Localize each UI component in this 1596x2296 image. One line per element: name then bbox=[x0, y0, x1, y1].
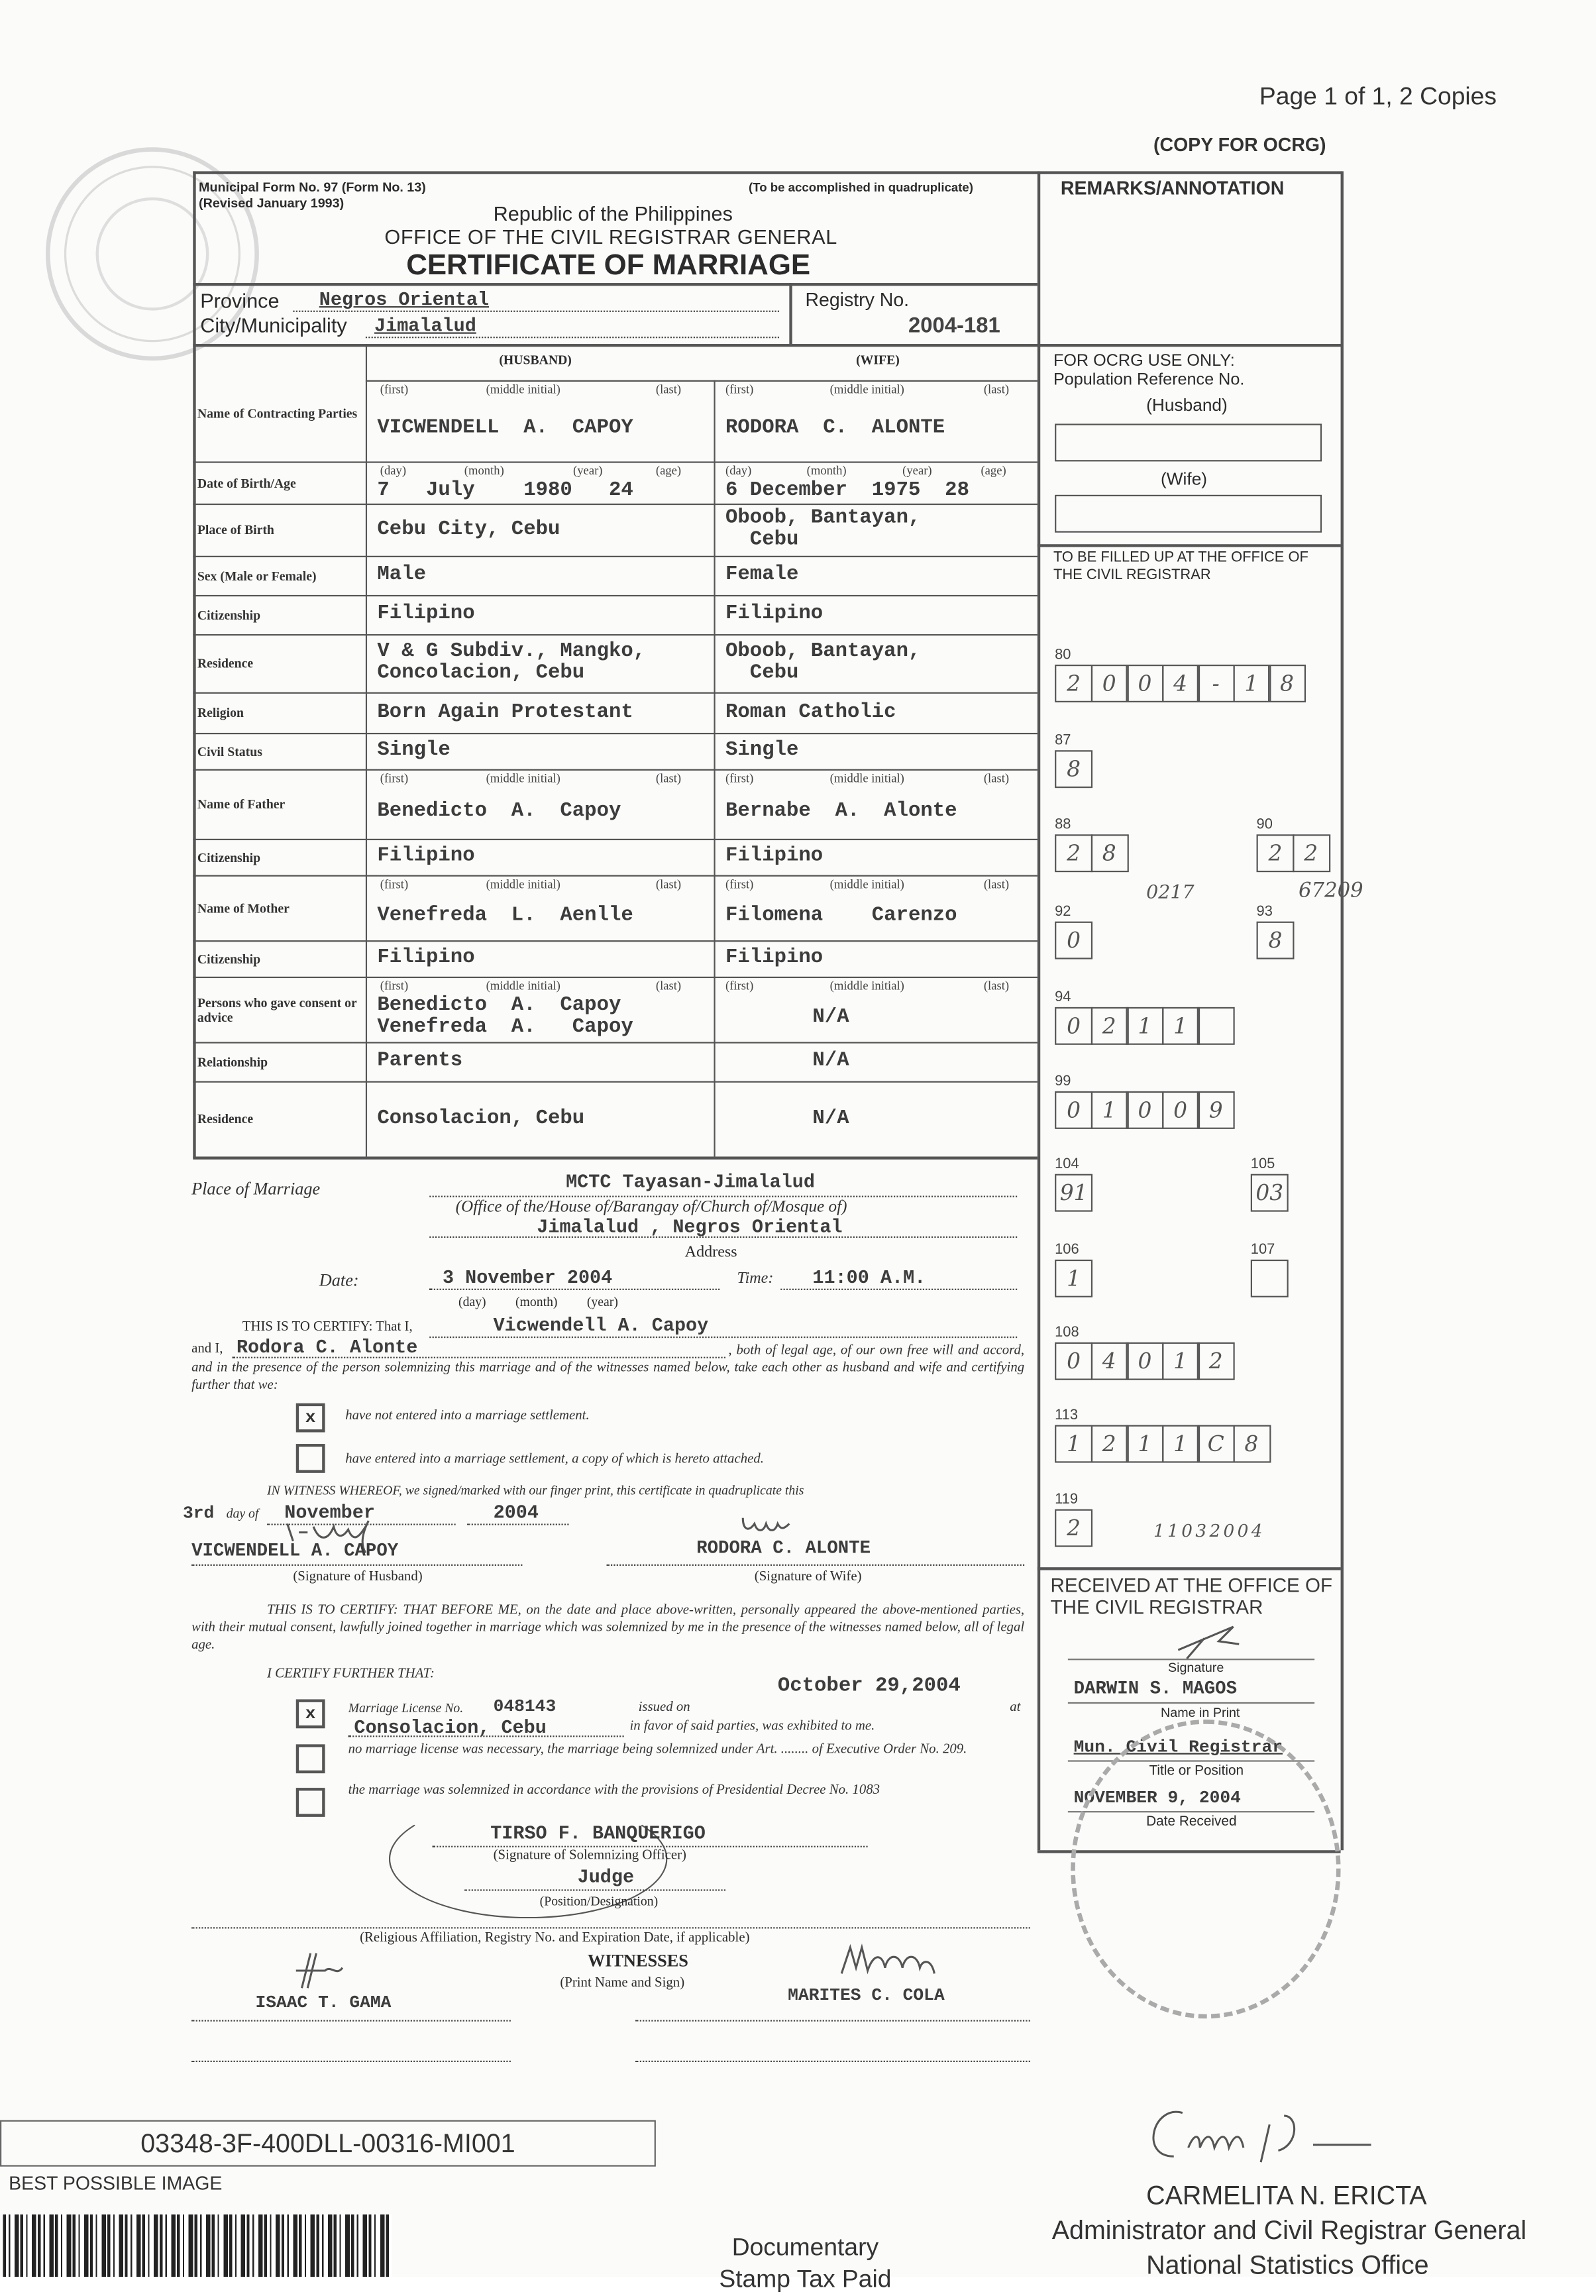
no-license-checkbox[interactable] bbox=[296, 1744, 325, 1773]
city-label: City/Municipality bbox=[200, 313, 347, 337]
column-sublabel: (first) bbox=[725, 876, 754, 891]
column-sublabel: (first) bbox=[725, 978, 754, 993]
code-cell[interactable]: 1 bbox=[1232, 665, 1270, 702]
license-number: 048143 bbox=[493, 1696, 557, 1717]
population-ref-label: Population Reference No. bbox=[1053, 371, 1245, 389]
marriage-time: 11:00 A.M. bbox=[812, 1266, 926, 1289]
office-label: OFFICE OF THE CIVIL REGISTRAR GENERAL bbox=[384, 225, 837, 248]
row-label: Civil Status bbox=[197, 743, 262, 759]
certify-wife: Rodora C. Alonte bbox=[236, 1336, 418, 1358]
code-field-119[interactable] bbox=[1055, 1509, 1091, 1547]
code-cell[interactable]: C bbox=[1197, 1425, 1235, 1463]
code-cell[interactable]: 03 bbox=[1251, 1174, 1289, 1212]
label-column-divider bbox=[366, 344, 367, 1156]
license-place: Consolacion, Cebu bbox=[354, 1716, 547, 1739]
ocrg-title: FOR OCRG USE ONLY: bbox=[1053, 353, 1235, 370]
code-cell[interactable]: 91 bbox=[1055, 1174, 1092, 1212]
document-title: CERTIFICATE OF MARRIAGE bbox=[406, 249, 811, 282]
column-sublabel: (first) bbox=[380, 876, 409, 891]
code-field-88[interactable] bbox=[1055, 834, 1126, 872]
settlement-label: have entered into a marriage settlement, a copy of which is hereto attached. bbox=[345, 1452, 764, 1468]
no-settlement-checkbox[interactable]: x bbox=[296, 1403, 325, 1433]
ocrg-use-label bbox=[1053, 353, 1244, 390]
row-divider bbox=[193, 692, 1037, 694]
column-sublabel: (last) bbox=[983, 770, 1010, 785]
row-divider bbox=[193, 504, 1037, 505]
row-label: Sex (Male or Female) bbox=[197, 568, 317, 583]
wife-value: Oboob, Bantayan, Cebu bbox=[725, 639, 921, 685]
signing-year: 2004 bbox=[493, 1502, 539, 1524]
handwritten-note-1: 0217 bbox=[1146, 882, 1195, 904]
registrar-title: Mun. Civil Registrar bbox=[1073, 1737, 1283, 1758]
code-field-92[interactable] bbox=[1055, 922, 1091, 959]
position-label: (Position/Designation) bbox=[539, 1893, 659, 1908]
license-prefix: Marriage License No. bbox=[348, 1700, 464, 1716]
column-sublabel: (last) bbox=[655, 876, 682, 891]
code-field-107[interactable] bbox=[1251, 1260, 1287, 1297]
code-cell[interactable]: 2 bbox=[1292, 834, 1330, 872]
received-header: RECEIVED AT THE OFFICE OF THE CIVIL REGISTRAR bbox=[1050, 1574, 1333, 1618]
solemnizer-text: THIS IS TO CERTIFY: THAT BEFORE ME, on the date and place above-written, personally appeared the above-mentioned parties, with their mutual consent, lawfully joined together in marriage which was solemnized by me in the presence of the witnesses named below, all of legal age. bbox=[191, 1603, 1025, 1653]
no-settlement-label: have not entered into a marriage settlement. bbox=[345, 1409, 590, 1424]
row-label: Citizenship bbox=[197, 849, 261, 865]
code-number-99: 99 bbox=[1055, 1073, 1071, 1090]
code-cell[interactable] bbox=[1251, 1260, 1289, 1297]
certify-intro: THIS IS TO CERTIFY: That I, bbox=[242, 1320, 413, 1335]
row-divider bbox=[193, 1042, 1037, 1043]
code-cell[interactable]: 0 bbox=[1161, 1091, 1199, 1129]
code-number-93: 93 bbox=[1256, 904, 1273, 920]
column-sublabel: (first) bbox=[380, 381, 409, 396]
time-label: Time: bbox=[737, 1270, 774, 1287]
page-count: Page 1 of 1, 2 Copies bbox=[1259, 82, 1497, 111]
header-divider bbox=[366, 380, 1037, 382]
row-label: Relationship bbox=[197, 1054, 268, 1069]
at-label: at bbox=[1010, 1700, 1021, 1716]
place-hint: (Office of the/House of/Barangay of/Church of/Mosque of) bbox=[455, 1198, 847, 1217]
column-sublabel: (middle initial) bbox=[829, 876, 904, 891]
code-number-94: 94 bbox=[1055, 989, 1071, 1006]
day-of-label: day of bbox=[226, 1506, 259, 1521]
wife-value: Filipino bbox=[725, 602, 824, 626]
column-sublabel: (day) bbox=[380, 463, 407, 478]
code-cell[interactable]: - bbox=[1197, 665, 1235, 702]
column-sublabel: (month) bbox=[806, 463, 847, 478]
code-number-113: 113 bbox=[1055, 1407, 1079, 1424]
code-number-87: 87 bbox=[1055, 732, 1071, 749]
row-divider bbox=[193, 595, 1037, 596]
husband-value: Venefreda L. Aenlle bbox=[377, 903, 633, 927]
column-sublabel: (last) bbox=[983, 381, 1010, 396]
column-sublabel: (middle initial) bbox=[486, 876, 560, 891]
code-field-99[interactable] bbox=[1055, 1091, 1232, 1129]
certify-further-label: I CERTIFY FURTHER THAT: bbox=[266, 1667, 435, 1682]
row-label: Citizenship bbox=[197, 951, 261, 966]
republic-label: Republic of the Philippines bbox=[493, 201, 733, 225]
place-of-marriage-label: Place of Marriage bbox=[191, 1178, 321, 1199]
code-number-107: 107 bbox=[1250, 1242, 1275, 1258]
nso-office-label: National Statistics Office bbox=[1146, 2250, 1429, 2280]
row-divider bbox=[193, 940, 1037, 942]
code-number-119: 119 bbox=[1055, 1492, 1079, 1508]
province-label: Province bbox=[200, 288, 280, 312]
code-cell[interactable]: 0 bbox=[1055, 1342, 1092, 1380]
column-sublabel: (first) bbox=[725, 770, 754, 785]
column-sublabel: (age) bbox=[981, 463, 1006, 478]
wife-value: Filipino bbox=[725, 946, 824, 969]
code-cell[interactable]: 2 bbox=[1055, 1509, 1092, 1547]
witnesses-hint: (Print Name and Sign) bbox=[560, 1976, 685, 1991]
column-sublabel: (middle initial) bbox=[829, 978, 904, 993]
husband-signature-label: (Signature of Husband) bbox=[293, 1570, 423, 1585]
wife-value: Filipino bbox=[725, 844, 824, 868]
column-sublabel: (last) bbox=[655, 381, 682, 396]
code-cell[interactable]: 1 bbox=[1126, 1007, 1163, 1045]
code-number-105: 105 bbox=[1250, 1156, 1275, 1173]
settlement-checkbox[interactable] bbox=[296, 1444, 325, 1473]
code-cell[interactable]: 2 bbox=[1091, 1007, 1128, 1045]
wife-value: Bernabe A. Alonte bbox=[725, 799, 957, 823]
code-cell[interactable]: 0 bbox=[1055, 1091, 1092, 1129]
code-number-90: 90 bbox=[1256, 816, 1273, 834]
code-cell[interactable]: 1 bbox=[1091, 1091, 1128, 1129]
remarks-header: REMARKS/ANNOTATION bbox=[1060, 177, 1285, 199]
code-field-104[interactable] bbox=[1055, 1174, 1091, 1212]
code-cell[interactable]: 8 bbox=[1091, 834, 1128, 872]
husband-ref-label: (Husband) bbox=[1146, 394, 1228, 415]
code-cell[interactable]: 1 bbox=[1126, 1425, 1163, 1463]
husband-value: Filipino bbox=[377, 602, 475, 626]
column-sublabel: (middle initial) bbox=[829, 770, 904, 785]
witness2-signature-icon bbox=[839, 1945, 955, 1977]
code-cell[interactable]: 8 bbox=[1257, 922, 1295, 959]
issued-on-label: issued on bbox=[638, 1700, 690, 1716]
document-code: 03348-3F-400DLL-00316-MI001 bbox=[0, 2120, 656, 2167]
wife-value: Female bbox=[725, 563, 799, 586]
row-divider bbox=[193, 556, 1037, 557]
handwritten-note-3: 11032004 bbox=[1153, 1521, 1265, 1541]
municipal-seal-stamp-icon bbox=[1071, 1720, 1340, 2018]
registry-label: Registry No. bbox=[805, 288, 910, 311]
column-sublabel: (middle initial) bbox=[829, 381, 904, 396]
husband-value: Consolacion, Cebu bbox=[377, 1106, 585, 1130]
husband-name: VICWENDELL A. CAPOY bbox=[191, 1541, 399, 1562]
wife-value: Single bbox=[725, 738, 799, 762]
husband-value: Filipino bbox=[377, 844, 475, 868]
code-cell[interactable] bbox=[1197, 1007, 1235, 1045]
code-cell[interactable]: 0 bbox=[1126, 1091, 1163, 1129]
code-cell[interactable]: 0 bbox=[1126, 665, 1163, 702]
province-value: Negros Oriental bbox=[319, 288, 490, 311]
column-sublabel: (last) bbox=[655, 770, 682, 785]
code-field-93[interactable] bbox=[1257, 922, 1293, 959]
code-cell[interactable]: 0 bbox=[1055, 922, 1092, 959]
city-value: Jimalalud bbox=[374, 315, 476, 337]
wife-ref-field[interactable] bbox=[1055, 495, 1322, 533]
spouse-column-divider bbox=[714, 380, 715, 1157]
quadruplicate-note: (To be accomplished in quadruplicate) bbox=[749, 180, 973, 195]
row-divider bbox=[193, 769, 1037, 771]
wife-value: 6 December 1975 28 bbox=[725, 478, 969, 502]
administrator-signature-icon bbox=[1139, 2105, 1429, 2168]
column-sublabel: (month) bbox=[464, 463, 504, 478]
witness2-name: MARITES C. COLA bbox=[788, 1985, 945, 2006]
code-number-92: 92 bbox=[1055, 904, 1071, 920]
row-label: Place of Birth bbox=[197, 522, 274, 537]
code-field-106[interactable] bbox=[1055, 1260, 1091, 1297]
code-cell[interactable]: 2 bbox=[1055, 665, 1092, 702]
wife-value: N/A bbox=[812, 1005, 849, 1028]
wife-signature-icon bbox=[740, 1515, 798, 1535]
code-field-108[interactable] bbox=[1055, 1342, 1232, 1380]
row-label: Persons who gave consent or advice bbox=[197, 995, 357, 1024]
copy-for-label: (COPY FOR OCRG) bbox=[1153, 133, 1326, 156]
code-cell[interactable]: 0 bbox=[1091, 665, 1128, 702]
code-cell[interactable]: 8 bbox=[1055, 750, 1092, 788]
code-cell[interactable]: 0 bbox=[1055, 1007, 1092, 1045]
marriage-date: 3 November 2004 bbox=[442, 1266, 613, 1289]
signing-month: November bbox=[284, 1502, 375, 1524]
code-cell[interactable]: 4 bbox=[1161, 665, 1199, 702]
code-cell[interactable]: 2 bbox=[1197, 1342, 1235, 1380]
code-cell[interactable]: 1 bbox=[1161, 1425, 1199, 1463]
row-divider bbox=[193, 977, 1037, 978]
row-label: Name of Father bbox=[197, 796, 286, 812]
date-received-label: Date Received bbox=[1146, 1814, 1237, 1830]
registrar-name: DARWIN S. MAGOS bbox=[1073, 1678, 1238, 1700]
row-label: Residence bbox=[197, 655, 254, 671]
row-label: Name of Mother bbox=[197, 900, 290, 915]
husband-value: Parents bbox=[377, 1049, 463, 1073]
best-image-label: BEST POSSIBLE IMAGE bbox=[9, 2172, 223, 2195]
code-number-104: 104 bbox=[1055, 1156, 1079, 1173]
row-label: Name of Contracting Parties bbox=[197, 406, 358, 421]
row-divider bbox=[193, 839, 1037, 840]
husband-ref-field[interactable] bbox=[1055, 423, 1322, 461]
code-cell[interactable]: 2 bbox=[1257, 834, 1295, 872]
signing-day: 3rd bbox=[182, 1503, 215, 1524]
form-revised: (Revised January 1993) bbox=[199, 195, 345, 211]
title-position-label: Title or Position bbox=[1149, 1763, 1244, 1779]
code-number-88: 88 bbox=[1055, 816, 1071, 834]
code-number-106: 106 bbox=[1055, 1242, 1079, 1258]
barcode-icon bbox=[3, 2214, 392, 2277]
place-of-marriage-value: MCTC Tayasan-Jimalalud bbox=[566, 1171, 815, 1193]
husband-value: 7 July 1980 24 bbox=[377, 478, 633, 502]
code-number-80: 80 bbox=[1055, 647, 1071, 663]
column-sublabel: (first) bbox=[380, 978, 409, 993]
certify-text: , both of legal age, of our own free will and accord, and in the presence of the person solemnizing this marriage and of the witnesses named below, take each other as husband and wife and certifying further that we: bbox=[191, 1343, 1025, 1394]
column-sublabel: (year) bbox=[573, 463, 603, 478]
officer-name: TIRSO F. BANQUERIGO bbox=[490, 1822, 706, 1845]
officer-position: Judge bbox=[577, 1866, 635, 1888]
column-sublabel: (middle initial) bbox=[486, 381, 560, 396]
favor-text: in favor of said parties, was exhibited to me. bbox=[629, 1720, 875, 1735]
husband-value: Benedicto A. Capoy bbox=[377, 799, 621, 823]
handwritten-note-2: 67209 bbox=[1299, 879, 1363, 903]
date-hint: (day) (month) (year) bbox=[458, 1294, 618, 1309]
wife-name: RODORA C. ALONTE bbox=[696, 1538, 871, 1559]
address-label: Address bbox=[684, 1243, 737, 1262]
date-received: NOVEMBER 9, 2004 bbox=[1073, 1788, 1241, 1808]
code-cell[interactable]: 1 bbox=[1055, 1425, 1092, 1463]
husband-value: V & G Subdiv., Mangko, Concolacion, Cebu bbox=[377, 639, 646, 685]
witnesses-label: WITNESSES bbox=[587, 1950, 688, 1971]
stamp-tax-label: Documentary Stamp Tax Paid bbox=[719, 2233, 892, 2293]
license-checkbox[interactable]: x bbox=[296, 1699, 325, 1728]
column-sublabel: (year) bbox=[902, 463, 932, 478]
wife-signature-label: (Signature of Wife) bbox=[754, 1570, 862, 1585]
registry-number: 2004-181 bbox=[908, 313, 1000, 339]
witness1-name: ISAAC T. GAMA bbox=[255, 1992, 392, 2013]
wife-value: N/A bbox=[812, 1106, 849, 1130]
code-cell[interactable]: 1 bbox=[1055, 1260, 1092, 1297]
column-sublabel: (first) bbox=[380, 770, 409, 785]
row-label: Religion bbox=[197, 705, 244, 720]
officer-signature-label: (Signature of Solemnizing Officer) bbox=[493, 1849, 687, 1863]
row-divider bbox=[193, 875, 1037, 877]
form-number: Municipal Form No. 97 (Form No. 13) bbox=[199, 180, 426, 195]
religious-affiliation-label: (Religious Affiliation, Registry No. and Expiration Date, if applicable) bbox=[360, 1931, 750, 1946]
row-divider bbox=[193, 733, 1037, 734]
code-number-108: 108 bbox=[1055, 1325, 1079, 1341]
husband-header: (HUSBAND) bbox=[499, 353, 572, 368]
code-cell[interactable]: 1 bbox=[1161, 1342, 1199, 1380]
witness-whereof-text: IN WITNESS WHEREOF, we signed/marked with our finger print, this certificate in quadruplicate this bbox=[266, 1483, 804, 1498]
column-sublabel: (last) bbox=[983, 978, 1010, 993]
row-label: Residence bbox=[197, 1111, 254, 1126]
code-cell[interactable]: 8 bbox=[1232, 1425, 1270, 1463]
wife-value: N/A bbox=[812, 1049, 849, 1073]
column-sublabel: (first) bbox=[725, 381, 754, 396]
pd1083-checkbox[interactable] bbox=[296, 1788, 325, 1817]
administrator-title: Administrator and Civil Registrar General bbox=[1051, 2216, 1527, 2245]
husband-value: VICWENDELL A. CAPOY bbox=[377, 416, 633, 440]
code-field-105[interactable] bbox=[1251, 1174, 1287, 1212]
signature-label: Signature bbox=[1167, 1660, 1224, 1675]
row-divider bbox=[193, 1081, 1037, 1083]
wife-ref-label: (Wife) bbox=[1161, 468, 1208, 490]
column-sublabel: (last) bbox=[655, 978, 682, 993]
wife-value: Filomena Carenzo bbox=[725, 903, 957, 927]
column-sublabel: (age) bbox=[655, 463, 682, 478]
wife-header: (WIFE) bbox=[856, 353, 900, 368]
husband-value: Male bbox=[377, 563, 427, 586]
wife-value: Roman Catholic bbox=[725, 700, 896, 724]
and-i-label: and I, bbox=[191, 1342, 223, 1357]
code-field-94[interactable] bbox=[1055, 1007, 1232, 1045]
wife-value: Oboob, Bantayan, Cebu bbox=[725, 506, 921, 552]
code-cell[interactable]: 4 bbox=[1091, 1342, 1128, 1380]
certify-husband: Vicwendell A. Capoy bbox=[493, 1315, 709, 1337]
address-value: Jimalalud , Negros Oriental bbox=[537, 1216, 843, 1238]
row-label: Citizenship bbox=[197, 607, 261, 622]
husband-value: Filipino bbox=[377, 946, 475, 969]
column-sublabel: (middle initial) bbox=[486, 770, 560, 785]
row-label: Date of Birth/Age bbox=[197, 475, 296, 490]
husband-value: Born Again Protestant bbox=[377, 700, 633, 724]
husband-value: Single bbox=[377, 738, 451, 762]
name-in-print-label: Name in Print bbox=[1161, 1705, 1240, 1720]
administrator-name: CARMELITA N. ERICTA bbox=[1146, 2181, 1427, 2211]
pd1083-text: the marriage was solemnized in accordance with the provisions of Presidential Decree No. 1083 bbox=[348, 1783, 880, 1798]
husband-value: Cebu City, Cebu bbox=[377, 517, 560, 541]
column-sublabel: (middle initial) bbox=[486, 978, 560, 993]
license-date: October 29,2004 bbox=[777, 1674, 961, 1698]
husband-value: Benedicto A. Capoy Venefreda A. Capoy bbox=[377, 994, 633, 1040]
code-field-113[interactable] bbox=[1055, 1425, 1268, 1463]
date-label: Date: bbox=[319, 1270, 359, 1290]
code-cell[interactable]: 9 bbox=[1197, 1091, 1235, 1129]
row-divider bbox=[193, 634, 1037, 635]
column-sublabel: (day) bbox=[725, 463, 752, 478]
wife-value: RODORA C. ALONTE bbox=[725, 416, 945, 440]
registrar-signature-icon bbox=[1175, 1624, 1242, 1659]
code-field-90[interactable] bbox=[1257, 834, 1328, 872]
code-cell[interactable]: 2 bbox=[1055, 834, 1092, 872]
fill-up-label: TO BE FILLED UP AT THE OFFICE OF THE CIVIL REGISTRAR bbox=[1053, 550, 1308, 584]
witness1-signature-icon bbox=[290, 1950, 348, 1991]
code-cell[interactable]: 1 bbox=[1161, 1007, 1199, 1045]
code-cell[interactable]: 0 bbox=[1126, 1342, 1163, 1380]
column-sublabel: (last) bbox=[983, 876, 1010, 891]
code-field-80[interactable] bbox=[1055, 665, 1304, 702]
code-cell[interactable]: 2 bbox=[1091, 1425, 1128, 1463]
code-field-87[interactable] bbox=[1055, 750, 1091, 788]
no-license-text: no marriage license was necessary, the marriage being solemnized under Art. ........ of Executive Order No. 209. bbox=[348, 1743, 967, 1758]
code-cell[interactable]: 8 bbox=[1268, 665, 1306, 702]
